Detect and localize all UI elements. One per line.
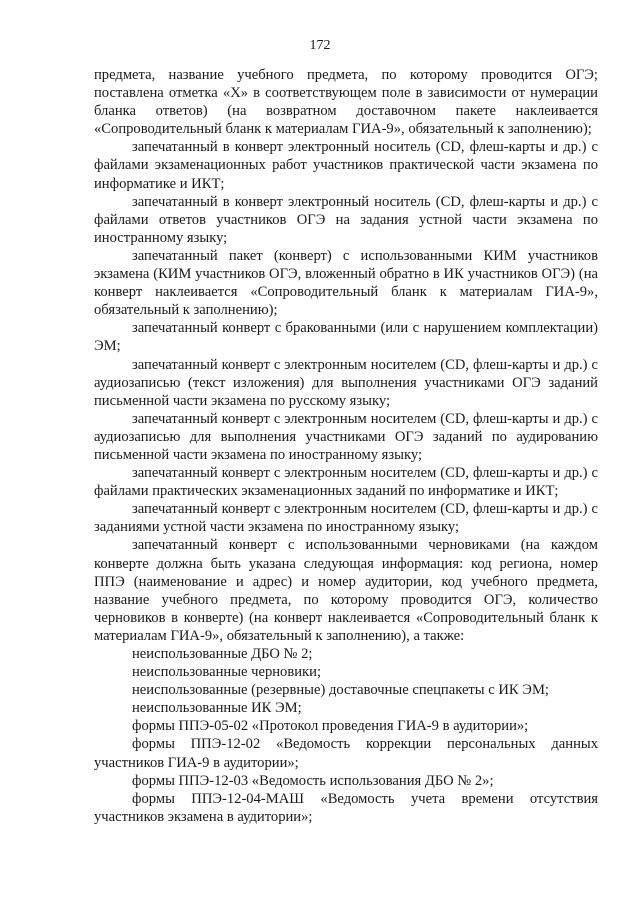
page-number: 172	[309, 38, 331, 53]
paragraph-7: запечатанный конверт с электронным носителем (CD, флеш-карты и др.) с аудиозаписью для выполнения участниками ОГЭ заданий по аудированию письменной части экзамена по иностранному языку;	[94, 410, 598, 463]
paragraph-3: запечатанный в конверт электронный носитель (CD, флеш-карты и др.) с файлами ответов участников ОГЭ на задания устной части экзамена по иностранному языку;	[94, 193, 598, 246]
paragraph-9: запечатанный конверт с электронным носителем (CD, флеш-карты и др.) с заданиями устной части экзамена по иностранному языку;	[94, 501, 598, 536]
paragraph-16: формы ППЭ-12-02 «Ведомость коррекции персональных данных участников ГИА-9 в аудитории»;	[94, 736, 598, 771]
paragraph-4: запечатанный пакет (конверт) с использованными КИМ участников экзамена (КИМ участников ОГЭ, вложенный обратно в ИК участников ОГЭ) (на конверт наклеивается «Сопроводительный бланк к материалам ГИА-9», обязательный к заполнению);	[94, 247, 598, 319]
paragraph-13: неиспользованные (резервные) доставочные спецпакеты с ИК ЭМ;	[132, 682, 549, 699]
paragraph-2: запечатанный в конверт электронный носитель (CD, флеш-карты и др.) с файлами экзаменационных работ участников практической части экзамена по информатике и ИКТ;	[94, 139, 598, 192]
paragraph-1: предмета, название учебного предмета, по которому проводится ОГЭ; поставлена отметка «Х» в соответствующем поле в зависимости от нумерации бланка ответов) (на возвратном доставочном пакете наклеивается «Сопроводительный бланк к материалам ГИА-9», обязательный к заполнению);	[94, 67, 598, 138]
document-body	[94, 66, 598, 826]
paragraph-17: формы ППЭ-12-03 «Ведомость использования ДБО № 2»;	[132, 772, 494, 789]
paragraph-18: формы ППЭ-12-04-МАШ «Ведомость учета времени отсутствия участников экзамена в аудитории»;	[94, 790, 598, 825]
paragraph-10: запечатанный конверт с использованными черновиками (на каждом конверте должна быть указана следующая информация: код региона, номер ППЭ (наименование и адрес) и номер аудитории, код учебного предмета, название учебного предмета, по которому проводится ОГЭ, количество черновиков в конверте) (на конверт наклеивается «Сопроводительный бланк к материалам ГИА-9», обязательный к заполнению), а также:	[94, 537, 598, 644]
paragraph-15: формы ППЭ-05-02 «Протокол проведения ГИА-9 в аудитории»;	[132, 718, 529, 735]
paragraph-6: запечатанный конверт с электронным носителем (CD, флеш-карты и др.) с аудиозаписью (текст изложения) для выполнения участниками ОГЭ заданий письменной части экзамена по русскому языку;	[94, 356, 598, 409]
paragraph-12: неиспользованные черновики;	[132, 664, 322, 681]
paragraph-5: запечатанный конверт с бракованными (или с нарушением комплектации) ЭМ;	[94, 320, 598, 355]
paragraph-14: неиспользованные ИК ЭМ;	[132, 700, 302, 717]
paragraph-11: неиспользованные ДБО № 2;	[132, 646, 313, 662]
paragraph-8: запечатанный конверт с электронным носителем (CD, флеш-карты и др.) с файлами практических экзаменационных заданий по информатике и ИКТ;	[94, 465, 598, 500]
